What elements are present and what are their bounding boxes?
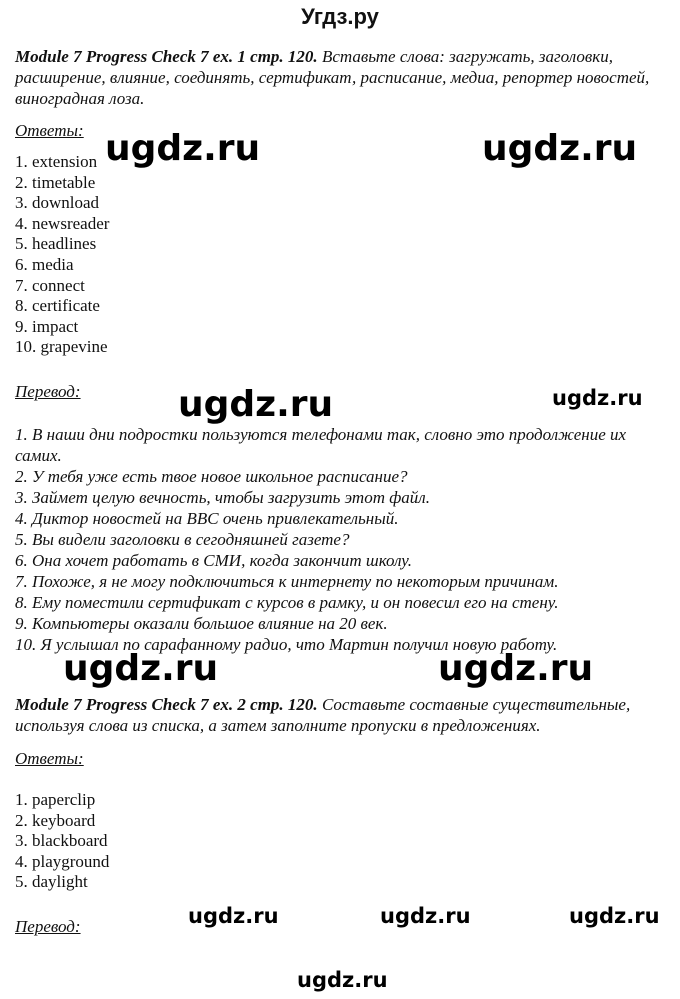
list-item: 7. Похоже, я не могу подключиться к интернету по некоторым причинам.: [15, 572, 559, 591]
section1-answers-label: Ответы:: [15, 121, 84, 140]
list-item: 1. paperclip: [15, 790, 96, 809]
watermark: ugdz.ru: [380, 904, 471, 928]
list-item: 10. grapevine: [15, 337, 108, 357]
list-item: 5. Вы видели заголовки в сегодняшней газете?: [15, 530, 350, 549]
list-item: 5. headlines: [15, 234, 97, 254]
list-item: 9. Компьютеры оказали большое влияние на 20 век.: [15, 614, 388, 633]
list-item: 4. Диктор новостей на BBC очень привлекательный.: [15, 509, 399, 528]
watermark: ugdz.ru: [482, 128, 638, 169]
watermark: ugdz.ru: [552, 386, 643, 410]
watermark: ugdz.ru: [63, 648, 219, 689]
section2-translation-label: Перевод:: [15, 917, 81, 936]
list-item: 7. connect: [15, 275, 85, 295]
section1-instruction: Вставьте слова: загружать, заголовки, расширение, влияние, соединять, сертификат, расписание, медиа, репортер новостей, виноградная лоза.: [15, 47, 650, 108]
site-title: Угдз.ру: [301, 4, 379, 29]
list-item: 6. media: [15, 254, 74, 274]
watermark: ugdz.ru: [569, 904, 660, 928]
list-item: 10. Я услышал по сарафанному радио, что Мартин получил новую работу.: [15, 635, 558, 654]
list-item: 1. extension: [15, 152, 98, 171]
watermark: ugdz.ru: [188, 904, 279, 928]
list-item: 3. blackboard: [15, 831, 108, 851]
list-item: 4. playground: [15, 851, 110, 871]
watermark: ugdz.ru: [105, 128, 261, 169]
list-item: 6. Она хочет работать в СМИ, когда закончит школу.: [15, 551, 413, 570]
list-item: 2. keyboard: [15, 810, 96, 830]
list-item: 1. В наши дни подростки пользуются телефонами так, словно это продолжение их самих.: [15, 425, 627, 465]
list-item: 2. timetable: [15, 172, 96, 192]
section1-translation-label: Перевод:: [15, 382, 81, 401]
list-item: 8. Ему поместили сертификат с курсов в рамку, и он повесил его на стену.: [15, 593, 559, 612]
section1-heading: Module 7 Progress Check 7 ex. 1 стр. 120.: [15, 47, 318, 66]
section1-translation-list: [15, 424, 670, 655]
section2-heading: Module 7 Progress Check 7 ex. 2 стр. 120.: [15, 695, 318, 714]
list-item: 9. impact: [15, 316, 79, 336]
section2-answers-label: Ответы:: [15, 749, 84, 768]
section2-header-paragraph: [15, 694, 667, 736]
section2-instruction: Составьте составные существительные, используя слова из списка, а затем заполните пропуски в предложениях.: [15, 695, 631, 735]
section1-header-paragraph: [15, 46, 667, 109]
watermark: ugdz.ru: [438, 648, 594, 689]
watermark: ugdz.ru: [297, 968, 388, 992]
list-item: 4. newsreader: [15, 213, 110, 233]
watermark: ugdz.ru: [178, 384, 334, 425]
list-item: 3. Займет целую вечность, чтобы загрузить этот файл.: [15, 488, 430, 507]
section1-answers-list: [15, 152, 109, 358]
list-item: 3. download: [15, 193, 100, 213]
list-item: 2. У тебя уже есть твое новое школьное расписание?: [15, 467, 408, 486]
list-item: 8. certificate: [15, 296, 100, 316]
list-item: 5. daylight: [15, 872, 88, 892]
section2-answers-list: [15, 790, 109, 893]
